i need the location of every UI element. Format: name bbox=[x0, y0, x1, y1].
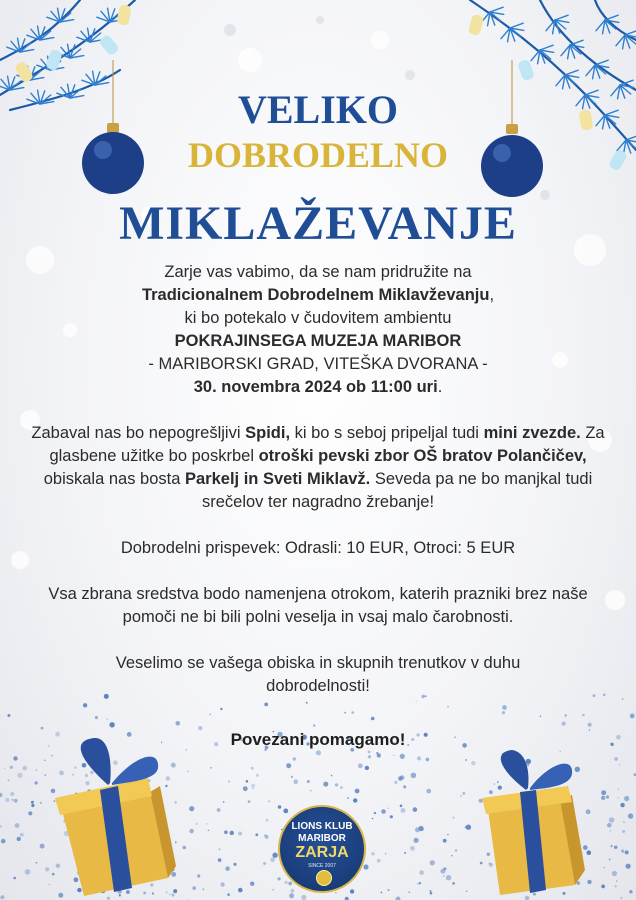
intro-line-1: Zarje vas vabimo, da se nam pridružite na bbox=[164, 263, 472, 281]
program-text-e: Za glasbene užitke bo poskrbel bbox=[49, 424, 605, 465]
program-text-c: ki bo s seboj pripeljal tudi bbox=[290, 424, 484, 442]
program-text-a: Zabaval nas bo nepogrešljivi bbox=[31, 424, 246, 442]
price-line: Dobrodelni prispevek: Odrasli: 10 EUR, Otroci: 5 EUR bbox=[120, 539, 516, 557]
welcome-paragraph: Veselimo se vašega obiska in skupnih trenutkov v duhu dobrodelnosti! bbox=[115, 654, 521, 695]
logo-line-3: ZARJA bbox=[295, 844, 349, 861]
slogan: Povezani pomagamo! bbox=[230, 730, 406, 749]
lions-club-logo bbox=[278, 805, 366, 893]
event-datetime-rest: . bbox=[437, 378, 443, 396]
intro-line-3: ki bo potekalo v čudovitem ambientu bbox=[184, 309, 452, 327]
logo-line-4: SINCE 2007 bbox=[308, 863, 336, 869]
funds-paragraph: Vsa zbrana sredstva bodo namenjena otrokom, katerih prazniki brez naše pomoči ne bi bili polni veselja in vsaj malo čarobnosti. bbox=[48, 585, 588, 626]
intro-line-2-rest: , bbox=[489, 286, 495, 304]
gift-box-left bbox=[55, 738, 176, 896]
program-text-i: Seveda pa ne bo manjkal tudi srečelov ter nagradno žrebanje! bbox=[201, 470, 593, 511]
gift-box-right bbox=[482, 750, 585, 895]
title-dobrodelno: DOBRODELNO bbox=[187, 135, 449, 175]
event-datetime-text: 30. novembra 2024 ob 11:00 uri bbox=[193, 378, 438, 396]
lions-emblem-icon bbox=[316, 870, 332, 886]
venue-name-text: POKRAJINSEGA MUZEJA MARIBOR bbox=[174, 332, 462, 350]
venue-hall: - MARIBORSKI GRAD, VITEŠKA DVORANA - bbox=[148, 355, 488, 373]
title-miklazevanje: MIKLAŽEVANJE bbox=[119, 197, 517, 250]
program-text-g: obiskala nas bosta bbox=[43, 470, 185, 488]
logo-line-1: LIONS KLUB bbox=[291, 821, 353, 832]
title-veliko: VELIKO bbox=[237, 87, 399, 132]
event-name: Tradicionalnem Dobrodelnem Miklavževanju bbox=[141, 286, 490, 304]
program-spidi: Spidi, bbox=[245, 424, 291, 442]
program-mini-zvezde: mini zvezde. bbox=[483, 424, 581, 442]
program-choir: otroški pevski zbor OŠ bratov Polančičev, bbox=[258, 447, 587, 465]
logo-line-2: MARIBOR bbox=[298, 833, 346, 844]
program-parkelj-miklavz: Parkelj in Sveti Miklavž. bbox=[185, 470, 371, 488]
